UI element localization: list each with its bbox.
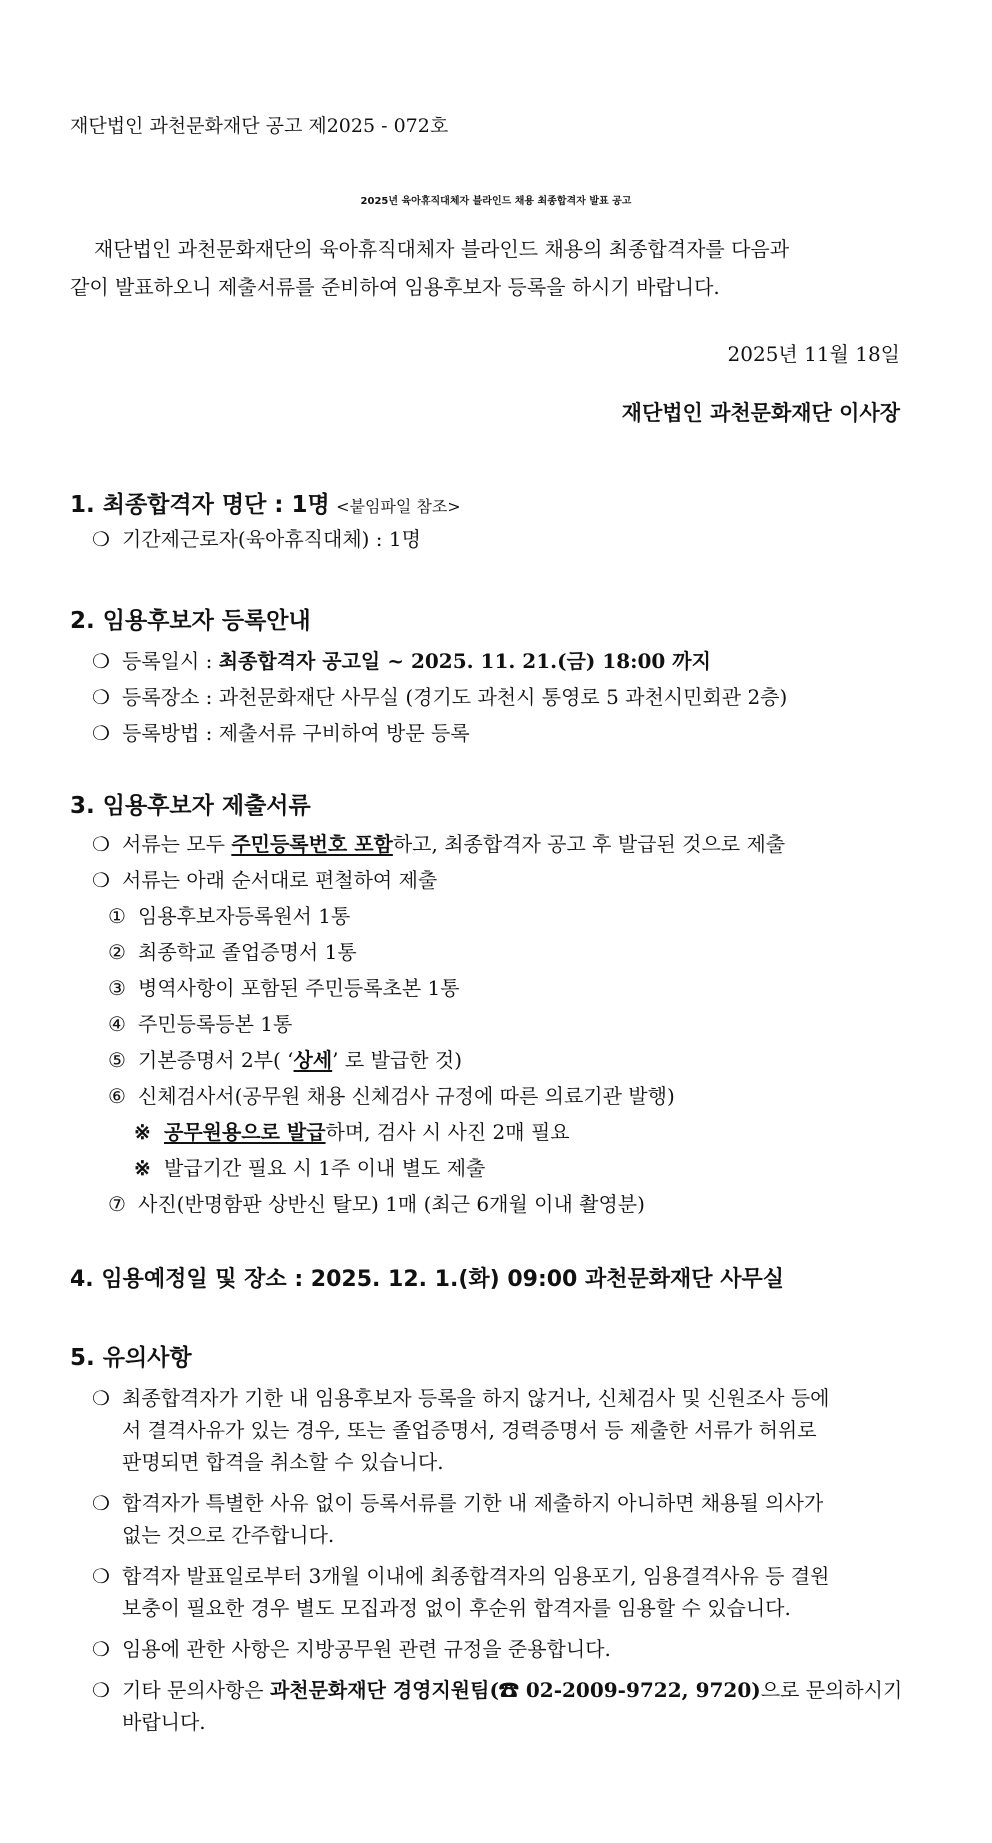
section-1-note: <붙임파일 참조> [336, 497, 461, 516]
section-3-item-1: ❍ 서류는 모두 주민등록번호 포함하고, 최종합격자 공고 후 발급된 것으로 제출 [92, 832, 786, 856]
caution-1-line-3: 판명되면 합격을 취소할 수 있습니다. [122, 1450, 444, 1474]
section-2-item-2: ❍ 등록장소 : 과천문화재단 사무실 (경기도 과천시 통영로 5 과천시민회관 2층) [92, 685, 788, 709]
doc-item-3: ③ 병역사항이 포함된 주민등록초본 1통 [108, 976, 460, 1000]
caution-2-line-1: ❍ 합격자가 특별한 사유 없이 등록서류를 기한 내 제출하지 아니하면 채용될 의사가 [92, 1491, 824, 1515]
bullet-icon: ❍ [92, 649, 110, 673]
bullet-icon: ❍ [92, 1491, 110, 1515]
doc-item-1: ① 임용후보자등록원서 1통 [108, 904, 351, 928]
registration-period: 최종합격자 공고일 ~ 2025. 11. 21.(금) 18:00 까지 [218, 649, 711, 673]
bullet-icon: ❍ [92, 527, 110, 551]
document-title: 2025년 육아휴직대체자 블라인드 채용 최종합격자 발표 공고 [360, 196, 632, 207]
caution-1-line-2: 서 결격사유가 있는 경우, 또는 졸업증명서, 경력증명서 등 제출한 서류가 허위로 [122, 1418, 817, 1442]
section-5-heading: 5. 유의사항 [70, 1345, 192, 1371]
doc-item-2: ② 최종학교 졸업증명서 1통 [108, 940, 357, 964]
section-2-item-1: ❍ 등록일시 : 최종합격자 공고일 ~ 2025. 11. 21.(금) 18:00 까지 [92, 649, 711, 673]
detailed-emphasis: 상세 [293, 1048, 333, 1072]
notice-date: 2025년 11월 18일 [727, 342, 900, 366]
doc-item-5: ⑤ 기본증명서 2부( ‘상세’ 로 발급한 것) [108, 1048, 463, 1072]
bullet-icon: ❍ [92, 1678, 110, 1702]
doc-note-1: ※ 공무원용으로 발급하며, 검사 시 사진 2매 필요 [134, 1120, 570, 1144]
public-servant-emphasis: 공무원용으로 발급 [164, 1120, 326, 1144]
section-3-item-2: ❍ 서류는 아래 순서대로 편철하여 제출 [92, 868, 438, 892]
resident-number-emphasis: 주민등록번호 포함 [231, 832, 393, 856]
section-2-item-3: ❍ 등록방법 : 제출서류 구비하여 방문 등록 [92, 721, 470, 745]
caution-1-line-1: ❍ 최종합격자가 기한 내 임용후보자 등록을 하지 않거나, 신체검사 및 신원조사 등에 [92, 1386, 830, 1410]
section-2-heading: 2. 임용후보자 등록안내 [70, 608, 311, 634]
section-1-item: ❍ 기간제근로자(육아휴직대체) : 1명 [92, 527, 421, 551]
contact-info: 과천문화재단 경영지원팀(☎ 02-2009-9722, 9720) [269, 1678, 761, 1702]
intro-line-2: 같이 발표하오니 제출서류를 준비하여 임용후보자 등록을 하시기 바랍니다. [70, 275, 720, 299]
section-3-heading: 3. 임용후보자 제출서류 [70, 793, 311, 819]
notice-number: 재단법인 과천문화재단 공고 제2025 - 072호 [70, 115, 449, 137]
bullet-icon: ❍ [92, 721, 110, 745]
bullet-icon: ❍ [92, 1637, 110, 1661]
note-mark-icon: ※ [134, 1156, 151, 1180]
caution-3-line-2: 보충이 필요한 경우 별도 모집과정 없이 후순위 합격자를 임용할 수 있습니다. [122, 1596, 791, 1620]
doc-item-4: ④ 주민등록등본 1통 [108, 1012, 293, 1036]
caution-4: ❍ 임용에 관한 사항은 지방공무원 관련 규정을 준용합니다. [92, 1637, 611, 1661]
caution-3-line-1: ❍ 합격자 발표일로부터 3개월 이내에 최종합격자의 임용포기, 임용결격사유 등 결원 [92, 1564, 830, 1588]
doc-item-6: ⑥ 신체검사서(공무원 채용 신체검사 규정에 따른 의료기관 발행) [108, 1084, 675, 1108]
issuer: 재단법인 과천문화재단 이사장 [621, 400, 900, 425]
bullet-icon: ❍ [92, 1564, 110, 1588]
doc-note-2: ※ 발급기간 필요 시 1주 이내 별도 제출 [134, 1156, 486, 1180]
intro-line-1: 재단법인 과천문화재단의 육아휴직대체자 블라인드 채용의 최종합격자를 다음과 [94, 237, 790, 261]
caution-5-line-2: 바랍니다. [122, 1710, 206, 1734]
caution-2-line-2: 없는 것으로 간주합니다. [122, 1523, 335, 1547]
section-1-heading [70, 489, 461, 521]
section-4-heading: 4. 임용예정일 및 장소 : 2025. 12. 1.(화) 09:00 과천문화재단 사무실 [70, 1267, 784, 1292]
bullet-icon: ❍ [92, 1386, 110, 1410]
bullet-icon: ❍ [92, 868, 110, 892]
caution-5-line-1: ❍ 기타 문의사항은 과천문화재단 경영지원팀(☎ 02-2009-9722, 9720)으로 문의하시기 [92, 1678, 903, 1702]
doc-item-7: ⑦ 사진(반명함판 상반신 탈모) 1매 (최근 6개월 이내 촬영분) [108, 1192, 645, 1216]
note-mark-icon: ※ [134, 1120, 151, 1144]
bullet-icon: ❍ [92, 832, 110, 856]
bullet-icon: ❍ [92, 685, 110, 709]
section-1-title: 1. 최종합격자 명단 : 1명 [70, 492, 330, 518]
